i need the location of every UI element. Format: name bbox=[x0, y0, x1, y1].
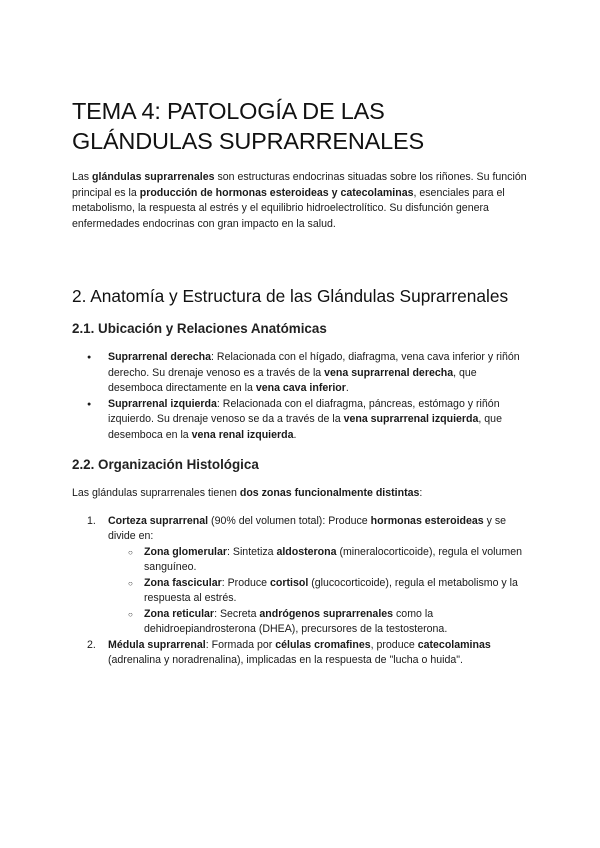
list-item: ● Suprarrenal derecha: Relacionada con el hígado, diafragma, vena cava inferior y riñón derecho. Su drenaje venoso es a través de la vena suprarrenal derecha, que desemboca directamente en la vena cava inferior. bbox=[72, 350, 530, 397]
list-number: 1. bbox=[87, 514, 96, 527]
page-title: TEMA 4: PATOLOGÍA DE LAS GLÁNDULAS SUPRARRENALES bbox=[72, 98, 424, 154]
section-2-heading: 2. Anatomía y Estructura de las Glándulas Suprarrenales bbox=[72, 286, 509, 306]
list-item: ○ Zona glomerular: Sintetiza aldosterona (mineralocorticoide), regula el volumen sanguíneo. bbox=[108, 545, 530, 576]
cortex-zone-list bbox=[108, 545, 530, 638]
intro-paragraph bbox=[72, 170, 530, 232]
intro-text: , esenciales para el metabolismo, la respuesta al estrés y el equilibrio hidroelectrolítico. Su disfunción genera enfermedades endocrinas con gran impacto en la salud. bbox=[72, 186, 505, 230]
intro-bold: glándulas suprarrenales bbox=[92, 171, 215, 183]
list-item: ○ Zona reticular: Secreta andrógenos suprarrenales como la dehidroepiandrosterona (DHEA), precursores de la testosterona. bbox=[108, 607, 530, 638]
list-number: 2. bbox=[87, 638, 96, 651]
section-2-2-heading: 2.2. Organización Histológica bbox=[72, 457, 259, 472]
list-item: ○ Zona fascicular: Produce cortisol (glucocorticoide), regula el metabolismo y la respuesta al estrés. bbox=[108, 576, 530, 607]
intro-text: Las bbox=[72, 171, 93, 183]
anatomy-bullet-list bbox=[72, 350, 530, 443]
section-2-1-heading: 2.1. Ubicación y Relaciones Anatómicas bbox=[72, 321, 327, 336]
list-item: ● Suprarrenal izquierda: Relacionada con el diafragma, páncreas, estómago y riñón izquierdo. Su drenaje venoso se da a través de la vena suprarrenal izquierda, que desemboca en la vena renal izquierda. bbox=[72, 397, 530, 444]
intro-bold: producción de hormonas esteroideas y catecolaminas bbox=[139, 186, 414, 199]
list-item: 2. Médula suprarrenal: Formada por células cromafines, produce catecolaminas (adrenalina y noradrenalina), implicadas en la respuesta de "lucha o huida". bbox=[87, 638, 491, 666]
list-item: 1. Corteza suprarrenal (90% del volumen total): Produce hormonas esteroideas y se divide en: ○ Zona glomerular: Sintetiza aldosterona (mineralocorticoide), regula el volumen sanguíneo. ○ Zona fascicular: Produce cortisol (glucocorticoide), regula el metabolismo y la respuesta al estrés. ○ Zona reticular: Secreta andrógenos suprarrenales como la dehidroepiandrosterona (DHEA), precursores de la testosterona. bbox=[72, 514, 530, 638]
histology-intro: Las glándulas suprarrenales tienen dos zonas funcionalmente distintas: bbox=[72, 487, 423, 499]
histology-numbered-list bbox=[72, 514, 530, 669]
document-page bbox=[72, 96, 530, 669]
intro-text: son estructuras endocrinas situadas sobre los riñones. Su función principal es la bbox=[72, 171, 527, 199]
